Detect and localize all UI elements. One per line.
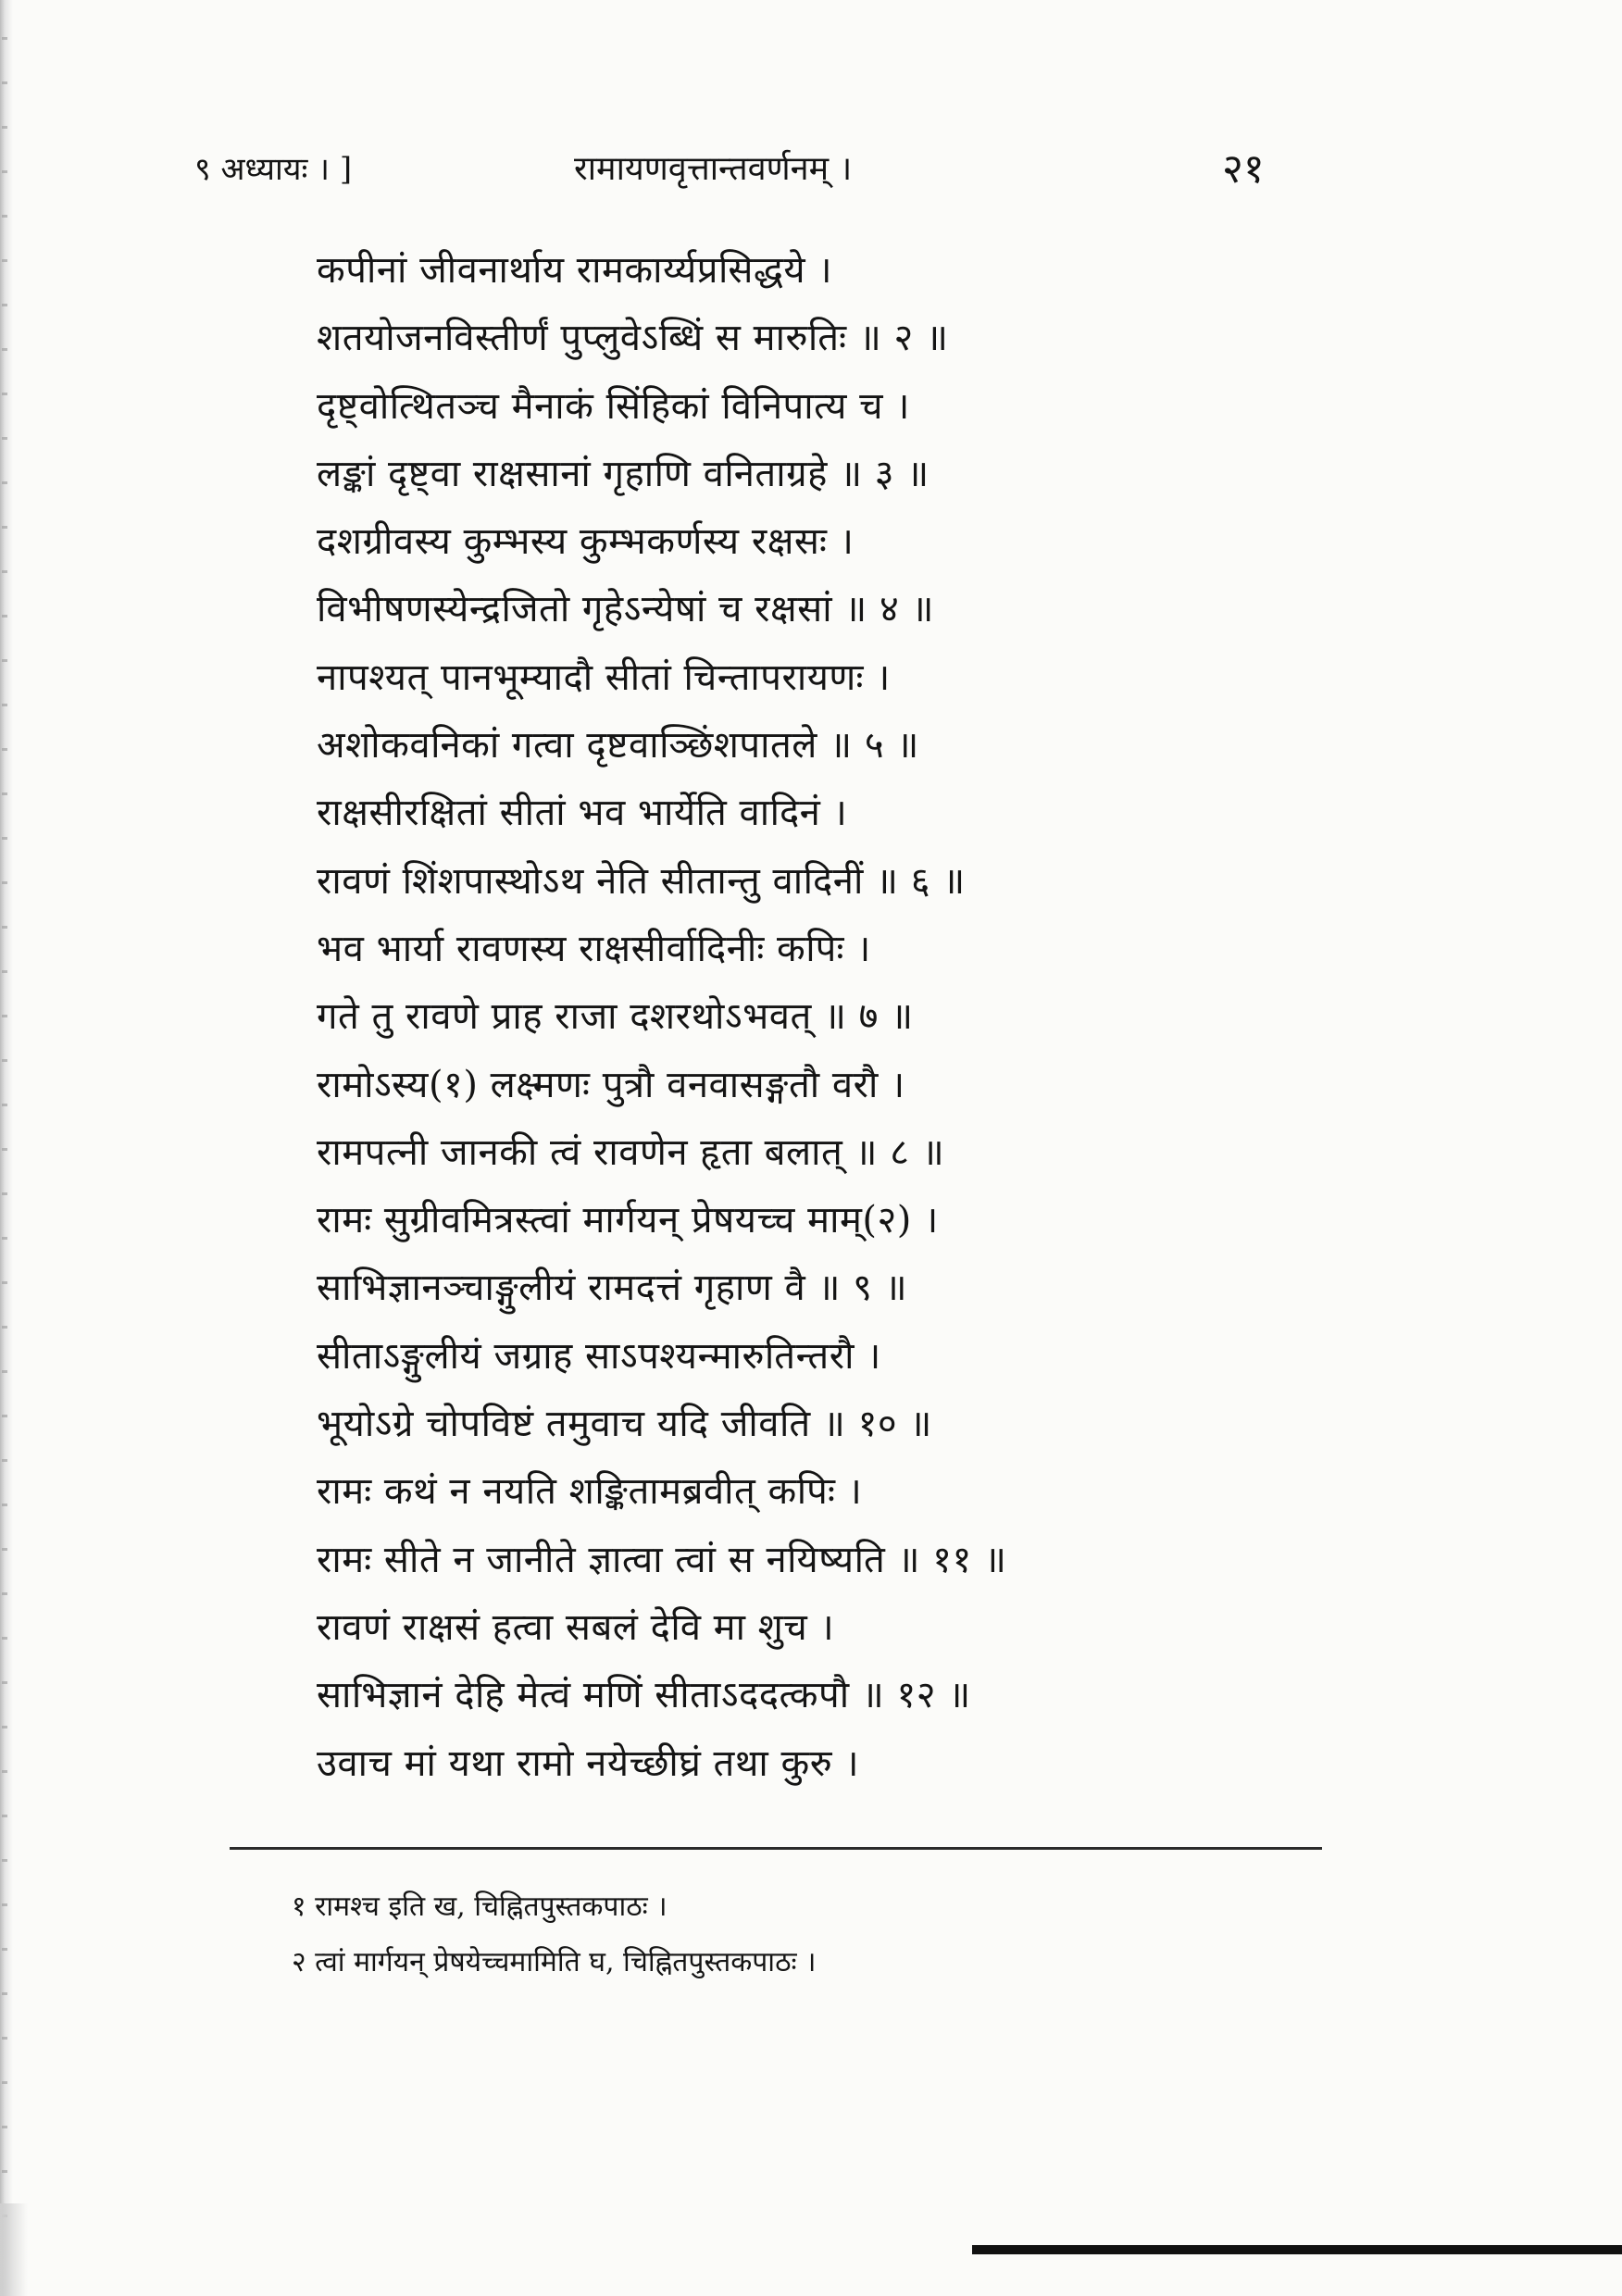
verse-line: रामपत्नी जानकी त्वं रावणेन हृता बलात् ॥ ८ ॥ — [317, 1130, 945, 1174]
verse-line: रावणं शिंशपास्थोऽथ नेति सीतान्तु वादिनीं ॥ ६ ॥ — [317, 859, 966, 903]
verse-line: रावणं राक्षसं हत्वा सबलं देवि मा शुच । — [317, 1605, 835, 1649]
chapter-label: ९ अध्यायः । ] — [194, 151, 353, 188]
verse-line: अशोकवनिकां गत्वा दृष्टवाञ्छिंशपातले ॥ ५ ॥ — [317, 724, 919, 767]
verse-line: रामः कथं न नयति शङ्कितामब्रवीत् कपिः । — [317, 1470, 863, 1514]
verse-line: भव भार्या रावणस्य राक्षसीर्वादिनीः कपिः । — [317, 927, 871, 970]
verse-line: सीताऽङ्गुलीयं जग्राह साऽपश्यन्मारुतिन्तरौ । — [317, 1334, 881, 1378]
verse-line: राक्षसीरक्षितां सीतां भव भार्येति वादिनं । — [317, 792, 848, 835]
verse-line: भूयोऽग्रे चोपविष्टं तमुवाच यदि जीवति ॥ १० ॥ — [317, 1403, 932, 1446]
verse-line: साभिज्ञानं देहि मेत्वं मणिं सीताऽददत्कपौ ॥ १२ ॥ — [317, 1674, 971, 1717]
verse-line: गते तु रावणे प्राह राजा दशरथोऽभवत् ॥ ७ ॥ — [317, 995, 914, 1039]
footnote: २ त्वां मार्गयन् प्रेषयेच्चमामिति घ, चिह्नितपुस्तकपाठः । — [292, 1946, 817, 1978]
scan-smudge — [0, 2203, 28, 2296]
running-header — [194, 139, 1305, 204]
verse-line: रामोऽस्य(१) लक्ष्मणः पुत्रौ वनवासङ्गतौ वरौ । — [317, 1063, 905, 1106]
verse-line: विभीषणस्येन्द्रजितो गृहेऽन्येषां च रक्षसां ॥ ४ ॥ — [317, 588, 934, 631]
verse-line: रामः सीते न जानीते ज्ञात्वा त्वां स नयिष्यति ॥ ११ ॥ — [317, 1538, 1007, 1581]
verse-line: दशग्रीवस्य कुम्भस्य कुम्भकर्णस्य रक्षसः । — [317, 520, 855, 564]
scan-edge-bar — [972, 2245, 1622, 2254]
verse-line: कपीनां जीवनार्थाय रामकार्य्यप्रसिद्धये । — [317, 249, 832, 292]
footnotes — [292, 1884, 1310, 1995]
verse-line: शतयोजनविस्तीर्णं पुप्लुवेऽब्धिं स मारुतिः ॥ २ ॥ — [317, 317, 949, 360]
verse-line: नापश्यत् पानभूम्यादौ सीतां चिन्तापरायणः । — [317, 655, 891, 699]
verse-block — [317, 243, 1289, 1803]
footnote-divider — [230, 1847, 1322, 1850]
footnote: १ रामश्च इति ख, चिह्नितपुस्तकपाठः । — [292, 1890, 668, 1923]
page-number: २१ — [1222, 145, 1265, 193]
verse-line: रामः सुग्रीवमित्रस्त्वां मार्गयन् प्रेषयच्च माम्(२) । — [317, 1199, 939, 1242]
verse-line: उवाच मां यथा रामो नयेच्छीघ्रं तथा कुरु । — [317, 1741, 860, 1785]
verse-line: साभिज्ञानञ्चाङ्गुलीयं रामदत्तं गृहाण वै ॥ ९ ॥ — [317, 1267, 908, 1310]
section-title: रामायणवृत्तान्तवर्णनम् । — [574, 150, 853, 188]
verse-line: दृष्ट्वोत्थितञ्च मैनाकं सिंहिकां विनिपात्य च । — [317, 384, 910, 428]
verse-line: लङ्कां दृष्ट्वा राक्षसानां गृहाणि वनिताग्रहे ॥ ३ ॥ — [317, 452, 930, 495]
binding-marks — [2, 37, 7, 2259]
